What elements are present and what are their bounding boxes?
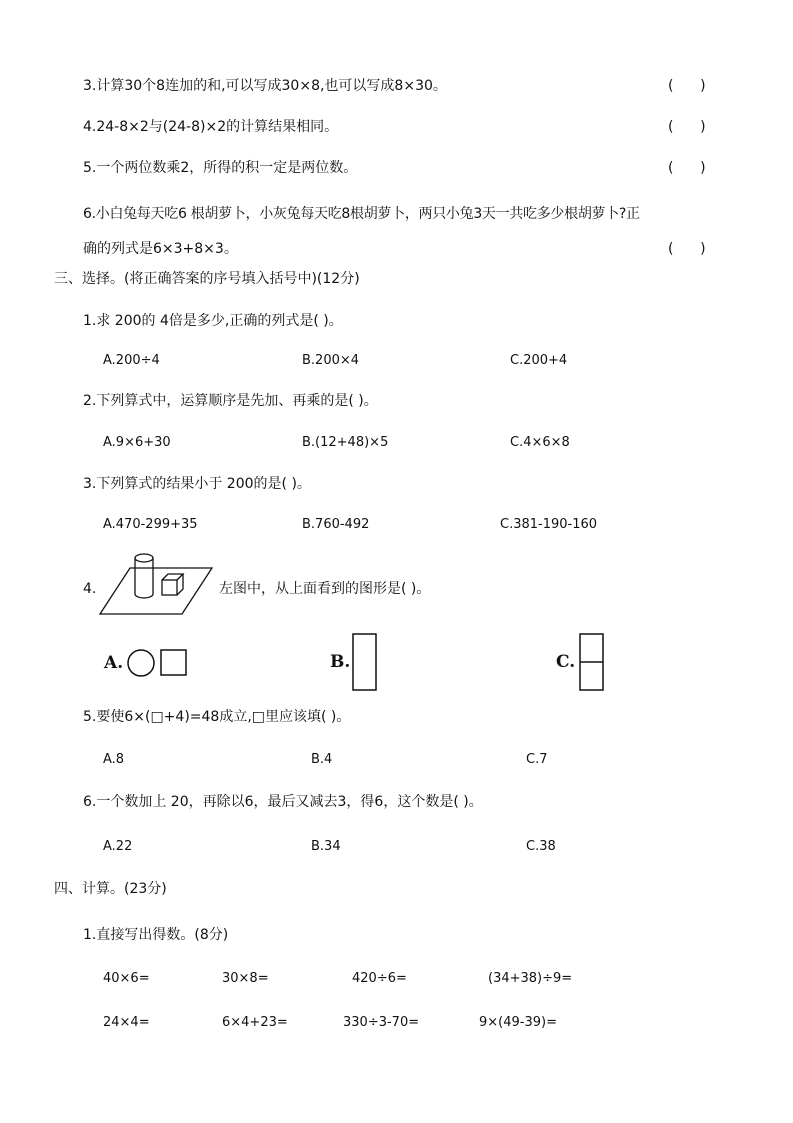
cylinder-cube-figure: [100, 550, 220, 620]
stacked-squares-view-icon: [579, 633, 605, 693]
calc-item: 420÷6=: [352, 971, 407, 986]
choice-2-option-c[interactable]: C.4×6×8: [510, 435, 570, 450]
choice-5-option-a[interactable]: A.8: [103, 752, 125, 767]
answer-blank-judge-4[interactable]: ( ): [668, 119, 706, 135]
choice-question-3: 3.下列算式的结果小于 200的是( )。: [83, 476, 311, 492]
calc-item: 30×8=: [222, 971, 269, 986]
section-4-title: 四、计算。(23分): [54, 881, 167, 897]
choice-2-option-a[interactable]: A.9×6+30: [103, 435, 171, 450]
choice-3-option-c[interactable]: C.381-190-160: [500, 517, 598, 532]
choice-5-option-c[interactable]: C.7: [526, 752, 548, 767]
calc-item: 330÷3-70=: [343, 1015, 420, 1030]
section-3-title: 三、选择。(将正确答案的序号填入括号中)(12分): [54, 271, 360, 287]
choice-1-option-a[interactable]: A.200÷4: [103, 353, 160, 368]
choice-6-option-b[interactable]: B.34: [311, 839, 341, 854]
answer-blank-judge-3[interactable]: ( ): [668, 78, 706, 94]
choice-4-option-c[interactable]: C.: [556, 652, 576, 672]
choice-3-option-b[interactable]: B.760-492: [302, 517, 370, 532]
answer-blank-judge-6[interactable]: ( ): [668, 241, 706, 257]
choice-question-4: 左图中，从上面看到的图形是( )。: [219, 581, 431, 597]
answer-blank-judge-5[interactable]: ( ): [668, 160, 706, 176]
choice-question-1: 1.求 200的 4倍是多少,正确的列式是( )。: [83, 313, 343, 329]
judge-question-6-line2: 确的列式是6×3+8×3。: [83, 241, 238, 257]
choice-5-option-b[interactable]: B.4: [311, 752, 333, 767]
judge-question-5: 5.一个两位数乘2，所得的积一定是两位数。: [83, 160, 358, 176]
choice-question-5: 5.要使6×(□+4)=48成立,□里应该填( )。: [83, 709, 351, 725]
calc-item: 6×4+23=: [222, 1015, 288, 1030]
calc-item: 24×4=: [103, 1015, 150, 1030]
calc-item: 9×(49-39)=: [479, 1015, 557, 1030]
calc-subsection-1: 1.直接写出得数。(8分): [83, 927, 229, 943]
choice-question-6: 6.一个数加上 20，再除以6，最后又减去3，得6，这个数是( )。: [83, 794, 483, 810]
choice-1-option-c[interactable]: C.200+4: [510, 353, 568, 368]
judge-question-4: 4.24-8×2与(24-8)×2的计算结果相同。: [83, 119, 339, 135]
judge-question-6-line1: 6.小白兔每天吃6 根胡萝卜，小灰兔每天吃8根胡萝卜，两只小兔3天一共吃多少根胡萝卜?正: [83, 206, 640, 222]
calc-item: (34+38)÷9=: [488, 971, 573, 986]
choice-1-option-b[interactable]: B.200×4: [302, 353, 360, 368]
tall-rectangle-view-icon: [352, 633, 378, 693]
judge-question-3: 3.计算30个8连加的和,可以写成30×8,也可以写成8×30。: [83, 78, 447, 94]
choice-3-option-a[interactable]: A.470-299+35: [103, 517, 198, 532]
choice-question-2: 2.下列算式中，运算顺序是先加、再乘的是( )。: [83, 393, 378, 409]
circle-square-view-icon: [127, 649, 197, 679]
choice-2-option-b[interactable]: B.(12+48)×5: [302, 435, 389, 450]
choice-6-option-a[interactable]: A.22: [103, 839, 133, 854]
choice-4-option-a[interactable]: A.: [104, 653, 124, 673]
choice-4-option-b[interactable]: B.: [330, 652, 351, 672]
choice-6-option-c[interactable]: C.38: [526, 839, 556, 854]
choice-question-4-number: 4.: [83, 581, 97, 597]
calc-item: 40×6=: [103, 971, 150, 986]
